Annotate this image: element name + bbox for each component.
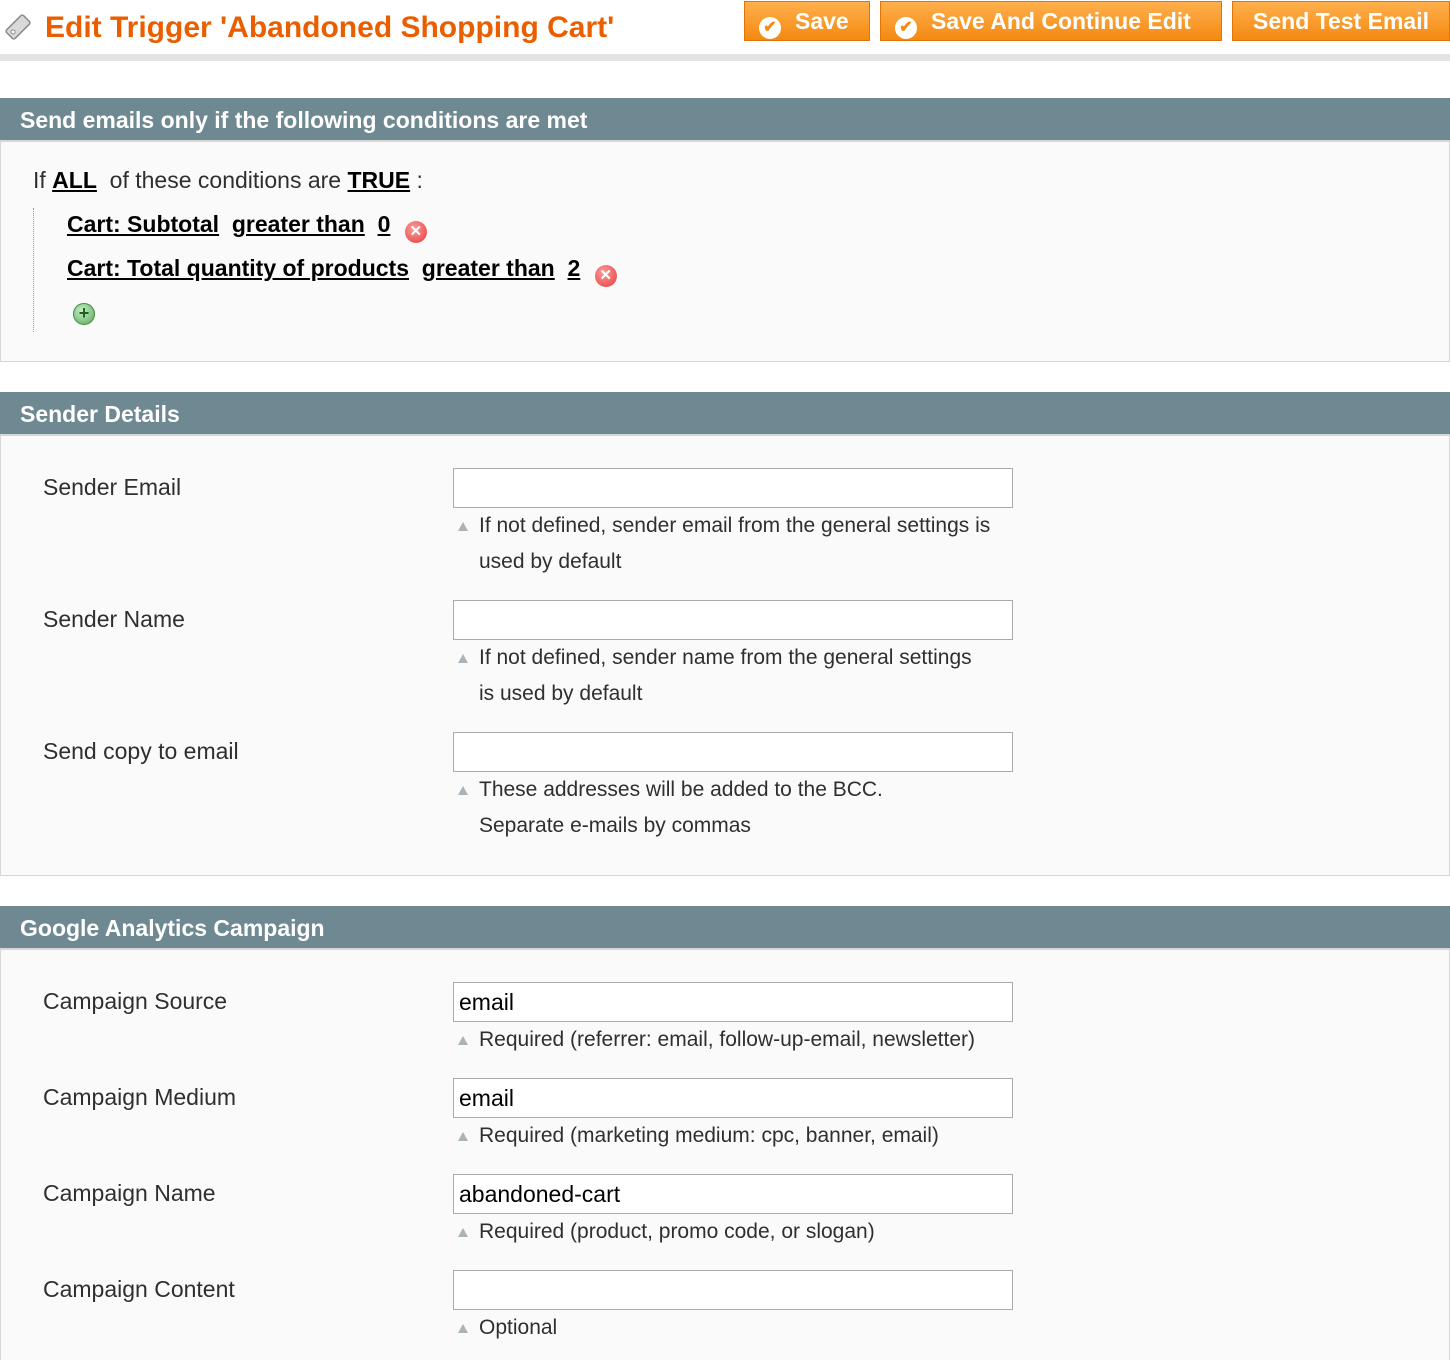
send-test-email-button[interactable] [1232, 1, 1450, 41]
check-icon: ✔ [895, 17, 917, 39]
intro-end: : [416, 167, 423, 193]
campaign-name-note: Required (product, promo code, or slogan) [479, 1220, 875, 1243]
rule-attribute-link[interactable]: Cart: Total quantity of products [67, 255, 410, 281]
conditions-intro [33, 167, 423, 194]
remove-icon[interactable]: ✕ [595, 265, 617, 287]
note-arrow-icon [458, 522, 468, 531]
sender-name-note [479, 640, 1024, 712]
sender-email-input[interactable] [453, 468, 1013, 508]
sender-email-note-line-1: If not defined, sender email from the general settings is [479, 514, 991, 537]
save-button[interactable] [744, 1, 870, 41]
send-copy-label: Send copy to email [43, 738, 239, 764]
condition-rule [67, 255, 617, 287]
campaign-content-label: Campaign Content [43, 1276, 235, 1302]
send-copy-note-line-1: These addresses will be added to the BCC. [479, 778, 883, 801]
value-link[interactable]: TRUE [347, 167, 411, 193]
rule-value-link[interactable]: 2 [567, 255, 581, 281]
note-arrow-icon [458, 1228, 468, 1237]
conditions-section-header: Send emails only if the following conditions are met [0, 98, 1450, 142]
note-arrow-icon [458, 786, 468, 795]
rule-operator-link[interactable]: greater than [421, 255, 555, 281]
campaign-content-note: Optional [479, 1316, 558, 1339]
note-arrow-icon [458, 1036, 468, 1045]
add-condition-icon[interactable]: + [73, 303, 95, 325]
campaign-name-label: Campaign Name [43, 1180, 216, 1206]
send-copy-note-line-2: Separate e-mails by commas [479, 814, 751, 837]
note-arrow-icon [458, 1132, 468, 1141]
analytics-section-header: Google Analytics Campaign [0, 906, 1450, 950]
sender-name-input[interactable] [453, 600, 1013, 640]
save-and-continue-label: Save And Continue Edit [931, 8, 1191, 34]
aggregator-link[interactable]: ALL [52, 167, 97, 193]
campaign-medium-input[interactable] [453, 1078, 1013, 1118]
check-icon: ✔ [759, 17, 781, 39]
sender-name-label: Sender Name [43, 606, 185, 632]
note-arrow-icon [458, 1324, 468, 1333]
rule-value-link[interactable]: 0 [377, 211, 391, 237]
campaign-medium-label: Campaign Medium [43, 1084, 237, 1110]
analytics-section-body [0, 950, 1450, 1360]
sender-section-header: Sender Details [0, 392, 1450, 436]
remove-icon[interactable]: ✕ [405, 221, 427, 243]
campaign-name-input[interactable] [453, 1174, 1013, 1214]
send-test-email-label: Send Test Email [1253, 8, 1429, 34]
page-header [0, 0, 1450, 61]
save-and-continue-button[interactable] [880, 1, 1222, 41]
sender-email-note [479, 508, 1024, 580]
conditions-section-body [0, 142, 1450, 362]
page-title: Edit Trigger 'Abandoned Shopping Cart' [45, 11, 615, 44]
sender-name-note-line-2: is used by default [479, 682, 643, 705]
tag-icon [2, 10, 34, 44]
rule-attribute-link[interactable]: Cart: Subtotal [67, 211, 220, 237]
sender-email-label: Sender Email [43, 474, 182, 500]
conditions-tree-line [33, 208, 34, 332]
sender-email-note-line-2: used by default [479, 550, 622, 573]
sender-name-note-line-1: If not defined, sender name from the general settings [479, 646, 972, 669]
send-copy-note [479, 772, 1024, 844]
campaign-source-note: Required (referrer: email, follow-up-email, newsletter) [479, 1028, 976, 1051]
campaign-source-input[interactable] [453, 982, 1013, 1022]
note-arrow-icon [458, 654, 468, 663]
rule-operator-link[interactable]: greater than [231, 211, 365, 237]
condition-rule [67, 211, 427, 243]
campaign-source-label: Campaign Source [43, 988, 228, 1014]
save-button-label: Save [795, 8, 849, 34]
send-copy-input[interactable] [453, 732, 1013, 772]
intro-if: If [33, 167, 46, 193]
campaign-medium-note: Required (marketing medium: cpc, banner, email) [479, 1124, 939, 1147]
campaign-content-input[interactable] [453, 1270, 1013, 1310]
intro-mid: of these conditions are [109, 167, 342, 193]
sender-section-body [0, 436, 1450, 876]
